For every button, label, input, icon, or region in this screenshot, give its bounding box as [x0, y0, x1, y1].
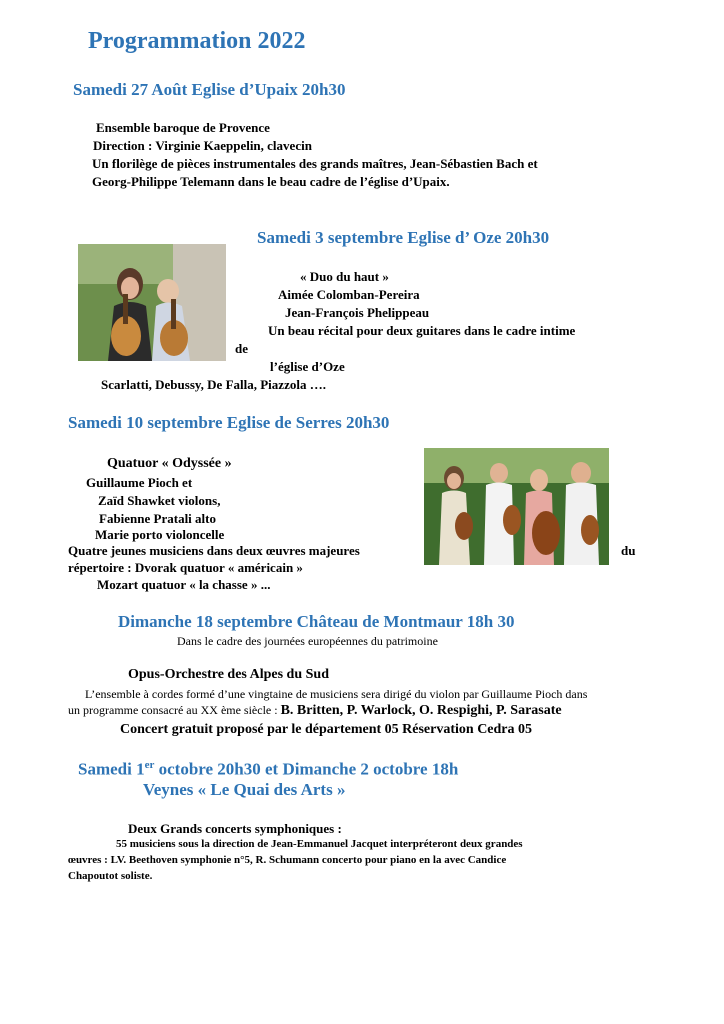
event-2-line: de: [235, 341, 248, 356]
event-1-line: Un florilège de pièces instrumentales des grands maîtres, Jean-Sébastien Bach et: [92, 156, 538, 171]
event-4-line: L’ensemble à cordes formé d’une vingtaine de musiciens sera dirigé du violon par Guillaume Pioch dans: [85, 687, 588, 701]
event-5-heading: [78, 759, 458, 780]
event-2-line: Un beau récital pour deux guitares dans le cadre intime: [268, 323, 576, 338]
event-4-line: [68, 703, 562, 719]
event-2-line: l’église d’Oze: [270, 359, 345, 374]
event-5-subheading: Veynes « Le Quai des Arts »: [143, 780, 346, 799]
string-quartet-photo: [424, 448, 609, 565]
event-3-line: Mozart quatuor « la chasse » ...: [97, 577, 271, 592]
event-4-heading: Dimanche 18 septembre Château de Montmaur 18h 30: [118, 612, 515, 631]
event-3-line: Zaïd Shawket violons,: [98, 493, 221, 508]
guitar-duo-photo: [78, 244, 226, 361]
event-2-line: « Duo du haut »: [300, 269, 389, 284]
event-4-line: Opus-Orchestre des Alpes du Sud: [128, 667, 329, 682]
event-3-heading: Samedi 10 septembre Eglise de Serres 20h30: [68, 413, 390, 432]
event-3-line: Quatre jeunes musiciens dans deux œuvres majeures: [68, 543, 360, 558]
event-2-line: Aimée Colomban-Pereira: [278, 287, 420, 302]
event-1-line: Georg-Philippe Telemann dans le beau cadre de l’église d’Upaix.: [92, 174, 450, 189]
event-5-line: Deux Grands concerts symphoniques :: [128, 821, 342, 836]
event-2-line: Scarlatti, Debussy, De Falla, Piazzola ….: [101, 377, 326, 392]
event-5-heading-a: Samedi 1: [78, 759, 145, 779]
event-5-line: Chapoutot soliste.: [68, 870, 153, 882]
event-4-subtitle: Dans le cadre des journées européennes du patrimoine: [177, 634, 438, 648]
event-1-line: Direction : Virginie Kaeppelin, clavecin: [93, 138, 312, 153]
event-5-line: œuvres : LV. Beethoven symphonie n°5, R. Schumann concerto pour piano en la avec Candice: [68, 854, 507, 866]
event-3-line: répertoire : Dvorak quatuor « américain »: [68, 560, 303, 575]
event-1-heading: Samedi 27 Août Eglise d’Upaix 20h30: [73, 80, 346, 99]
event-3-line: Guillaume Pioch et: [86, 475, 193, 490]
event-3-line: Quatuor « Odyssée »: [107, 456, 232, 471]
page-title: Programmation 2022: [88, 28, 306, 54]
event-5-heading-b: octobre 20h30 et Dimanche 2 octobre 18h: [154, 759, 459, 779]
event-5-heading-sup: er: [144, 759, 155, 771]
event-2-line: Jean-François Phelippeau: [285, 305, 430, 320]
event-3-line: Marie porto violoncelle: [95, 527, 225, 542]
event-4-line: Concert gratuit proposé par le département 05 Réservation Cedra 05: [120, 722, 533, 737]
event-3-line: du: [621, 543, 636, 558]
event-1-line: Ensemble baroque de Provence: [96, 120, 270, 135]
event-5-line: 55 musiciens sous la direction de Jean-Emmanuel Jacquet interpréteront deux grandes: [116, 838, 523, 850]
event-4-composers: B. Britten, P. Warlock, O. Respighi, P. Sarasate: [280, 703, 562, 718]
event-4-program-intro: un programme consacré au XX ème siècle :: [68, 703, 281, 717]
event-2-heading: Samedi 3 septembre Eglise d’ Oze 20h30: [257, 228, 550, 247]
event-3-line: Fabienne Pratali alto: [99, 511, 216, 526]
